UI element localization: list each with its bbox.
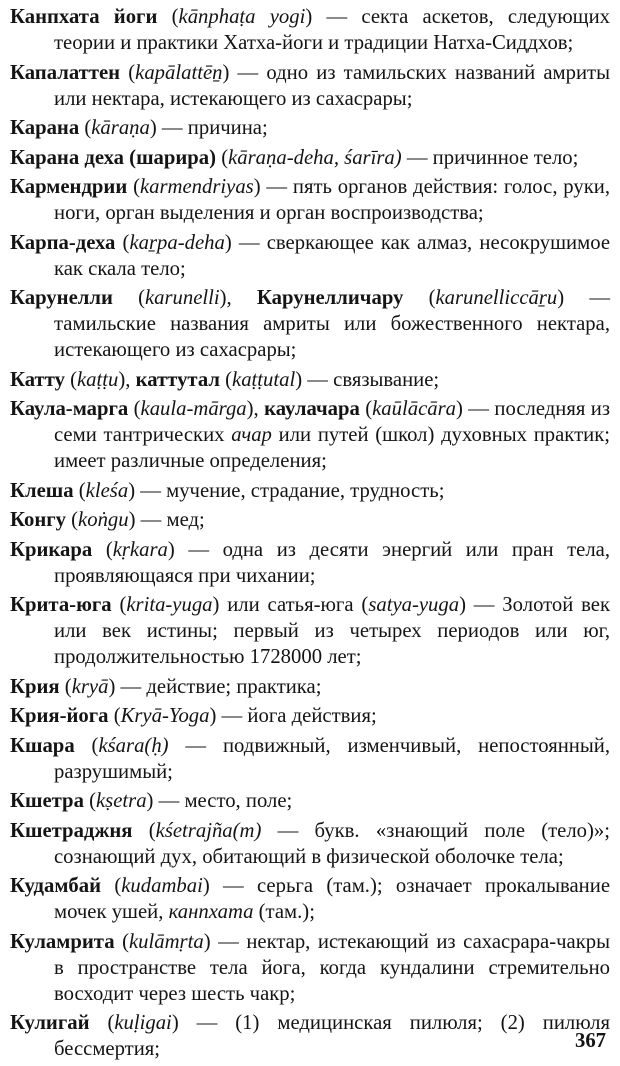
entry-text: ( xyxy=(359,398,373,420)
entry-text: ( xyxy=(120,61,136,84)
entry-text: ) — одна из десяти энергий или пран тела, проявляющаяся при чихании; xyxy=(54,538,610,587)
entry-text: ( xyxy=(112,287,145,309)
entry-term: Канпхата йоги xyxy=(10,6,158,28)
entry-term: каулачара xyxy=(264,398,360,420)
entry-transliteration: kāraṇa-deha, śarīra) xyxy=(228,146,402,169)
entry-transliteration: kṛkara xyxy=(112,538,168,561)
glossary-entries xyxy=(10,4,610,1062)
entry-text: ), xyxy=(219,287,257,309)
entry-text: ( xyxy=(403,287,436,309)
glossary-entry xyxy=(10,703,610,729)
glossary-entry xyxy=(10,367,610,393)
entry-transliteration: kaula-mārga xyxy=(140,398,247,420)
entry-transliteration: kṣetra xyxy=(95,790,147,812)
entry-text: ), xyxy=(118,368,136,391)
glossary-entry xyxy=(10,396,610,474)
entry-text: ), xyxy=(246,398,265,420)
entry-transliteration: kryā xyxy=(71,675,109,698)
entry-text: ( xyxy=(64,368,77,391)
entry-term: Карана деха (шарира) xyxy=(10,146,217,169)
glossary-entry xyxy=(10,478,610,504)
entry-term: Куламрита xyxy=(10,930,115,953)
glossary-entry xyxy=(10,733,610,785)
entry-text: ( xyxy=(128,398,141,420)
glossary-entry xyxy=(10,592,610,670)
entry-transliteration: koṅgu xyxy=(78,509,129,531)
entry-text: ) — тамильские названия амриты или божественного нектара, истекающего из сахасрары; xyxy=(54,287,611,361)
entry-text: ) — Золотой век или век истины; первый из четырех периодов или юг, продолжительностью 1728000 лет; xyxy=(54,594,611,668)
entry-term: Кшара xyxy=(10,734,75,757)
entry-text: ) — нектар, истекающий из сахасрара-чакры в пространстве тела йога, когда кундалини стремительно восходит через шесть чакр; xyxy=(54,930,611,1005)
entry-transliteration: kaṭṭutal xyxy=(232,368,296,391)
entry-term: Кулигай xyxy=(10,1012,90,1034)
entry-text: ( xyxy=(114,930,129,953)
glossary-entry xyxy=(10,60,610,112)
entry-term: каттутал xyxy=(135,368,220,391)
glossary-entry xyxy=(10,929,610,1007)
entry-text: ( xyxy=(108,705,121,727)
entry-transliteration: kśetrajña(m) xyxy=(155,819,262,842)
glossary-entry xyxy=(10,507,610,533)
entry-text: ) — серьга (там.); означает прокалывание мочек ушей, xyxy=(54,875,610,923)
entry-term: Кшетраджня xyxy=(10,819,133,842)
glossary-entry xyxy=(10,145,610,171)
entry-term: Карунелли xyxy=(10,287,113,309)
entry-term: Карпа-деха xyxy=(10,231,116,254)
entry-transliteration: kulāmṛta xyxy=(128,930,204,953)
glossary-entry xyxy=(10,537,610,589)
entry-text: ( xyxy=(74,734,99,757)
entry-transliteration: karunelli xyxy=(144,287,220,309)
entry-text: ( xyxy=(132,819,156,842)
dictionary-page xyxy=(10,4,610,1066)
entry-transliteration: kaṭṭu xyxy=(77,368,119,391)
entry-transliteration: krita-yuga xyxy=(126,594,213,616)
entry-text: ( xyxy=(65,509,79,531)
glossary-entry xyxy=(10,174,610,226)
entry-term: Кармендрии xyxy=(10,176,128,198)
glossary-entry xyxy=(10,788,610,814)
entry-text: ( xyxy=(79,117,92,139)
entry-transliteration: karmendriyas xyxy=(139,176,254,198)
entry-text: ( xyxy=(83,790,96,812)
entry-term: Клеша xyxy=(10,479,74,502)
entry-text: ) — связывание; xyxy=(295,368,440,391)
entry-text: ( xyxy=(115,231,130,254)
entry-term: Карунелличару xyxy=(256,287,404,309)
entry-text: ) — мед; xyxy=(128,509,205,531)
page-number: 367 xyxy=(574,1030,606,1052)
entry-text: ) — йога действия; xyxy=(209,705,377,727)
entry-transliteration: канпхата xyxy=(168,901,254,923)
entry-transliteration: kāraṇa xyxy=(91,117,150,139)
entry-transliteration: kuḷigai xyxy=(114,1012,172,1034)
entry-term: Кудамбай xyxy=(10,875,102,897)
entry-term: Кшетра xyxy=(10,790,84,812)
entry-transliteration: kānphaṭa yogi xyxy=(178,6,306,28)
entry-text: ) — место, поле; xyxy=(146,790,293,812)
entry-text: ( xyxy=(59,675,72,698)
entry-text: (там.); xyxy=(253,901,315,923)
entry-text: ) — мучение, страдание, трудность; xyxy=(128,479,445,502)
entry-text: ) — пять органов действия: голос, руки, ноги, орган выделения и орган воспроизводства; xyxy=(54,176,611,224)
entry-transliteration: satya-yuga xyxy=(368,594,460,616)
entry-term: Крия-йога xyxy=(10,705,109,727)
entry-transliteration: kudambai xyxy=(121,875,203,897)
entry-term: Капалаттен xyxy=(10,61,121,84)
entry-transliteration: Kryā-Yoga xyxy=(120,705,210,727)
glossary-entry xyxy=(10,4,610,56)
entry-text: ( xyxy=(92,538,113,561)
entry-text: ) — (1) медицинская пилюля; (2) пилюля бессмертия; xyxy=(54,1012,611,1060)
entry-text: или путей (школ) духовных практик; имеет различные определения; xyxy=(54,424,610,472)
entry-text: — букв. «знающий поле (тело)»; сознающий дух, обитающий в физической оболочке тела; xyxy=(54,819,611,868)
entry-transliteration: kaūlācāra xyxy=(372,398,457,420)
entry-text: ( xyxy=(111,594,127,616)
entry-text: ) — секта аскетов, следующих теории и практики Хатха-йоги и традиции Натха-Сиддхов; xyxy=(54,6,611,54)
entry-text: ) — причина; xyxy=(149,117,268,139)
entry-text: ( xyxy=(89,1012,115,1034)
entry-text: ) — последняя из семи тантрических xyxy=(54,398,611,446)
entry-term: Карана xyxy=(10,117,80,139)
entry-transliteration: ачар xyxy=(231,424,272,446)
entry-term: Крита-юга xyxy=(10,594,112,616)
entry-term: Катту xyxy=(10,368,65,391)
entry-text: ( xyxy=(73,479,86,502)
entry-text: ) — действие; практика; xyxy=(108,675,322,698)
entry-text: — подвижный, изменчивый, непостоянный, разрушимый; xyxy=(54,734,610,783)
entry-transliteration: karunelliccāṟu xyxy=(435,287,558,309)
entry-text: ) или сатья-юга ( xyxy=(212,594,369,616)
glossary-entry xyxy=(10,230,610,282)
glossary-entry xyxy=(10,1010,610,1062)
entry-transliteration: kapālattēṉ xyxy=(135,61,223,84)
entry-text: ) — сверкающее как алмаз, несокрушимое как скала тело; xyxy=(54,231,610,280)
entry-transliteration: kśara(ḥ) xyxy=(98,734,169,757)
entry-transliteration: kleśa xyxy=(85,479,129,502)
entry-text: ( xyxy=(101,875,122,897)
glossary-entry xyxy=(10,115,610,141)
entry-text: ( xyxy=(219,368,233,391)
glossary-entry xyxy=(10,674,610,700)
glossary-entry xyxy=(10,818,610,870)
glossary-entry xyxy=(10,873,610,925)
entry-text: ( xyxy=(216,146,229,169)
entry-text: ( xyxy=(127,176,140,198)
entry-term: Крикара xyxy=(10,538,93,561)
entry-term: Крия xyxy=(10,675,60,698)
entry-term: Конгу xyxy=(10,509,66,531)
entry-term: Каула-марга xyxy=(10,398,129,420)
entry-text: ( xyxy=(157,6,179,28)
glossary-entry xyxy=(10,285,610,363)
entry-transliteration: kaṟpa-deha xyxy=(129,231,225,254)
entry-text: — причинное тело; xyxy=(401,146,579,169)
entry-text: ) — одно из тамильских названий амриты или нектара, истекающего из сахасрары; xyxy=(54,61,610,110)
